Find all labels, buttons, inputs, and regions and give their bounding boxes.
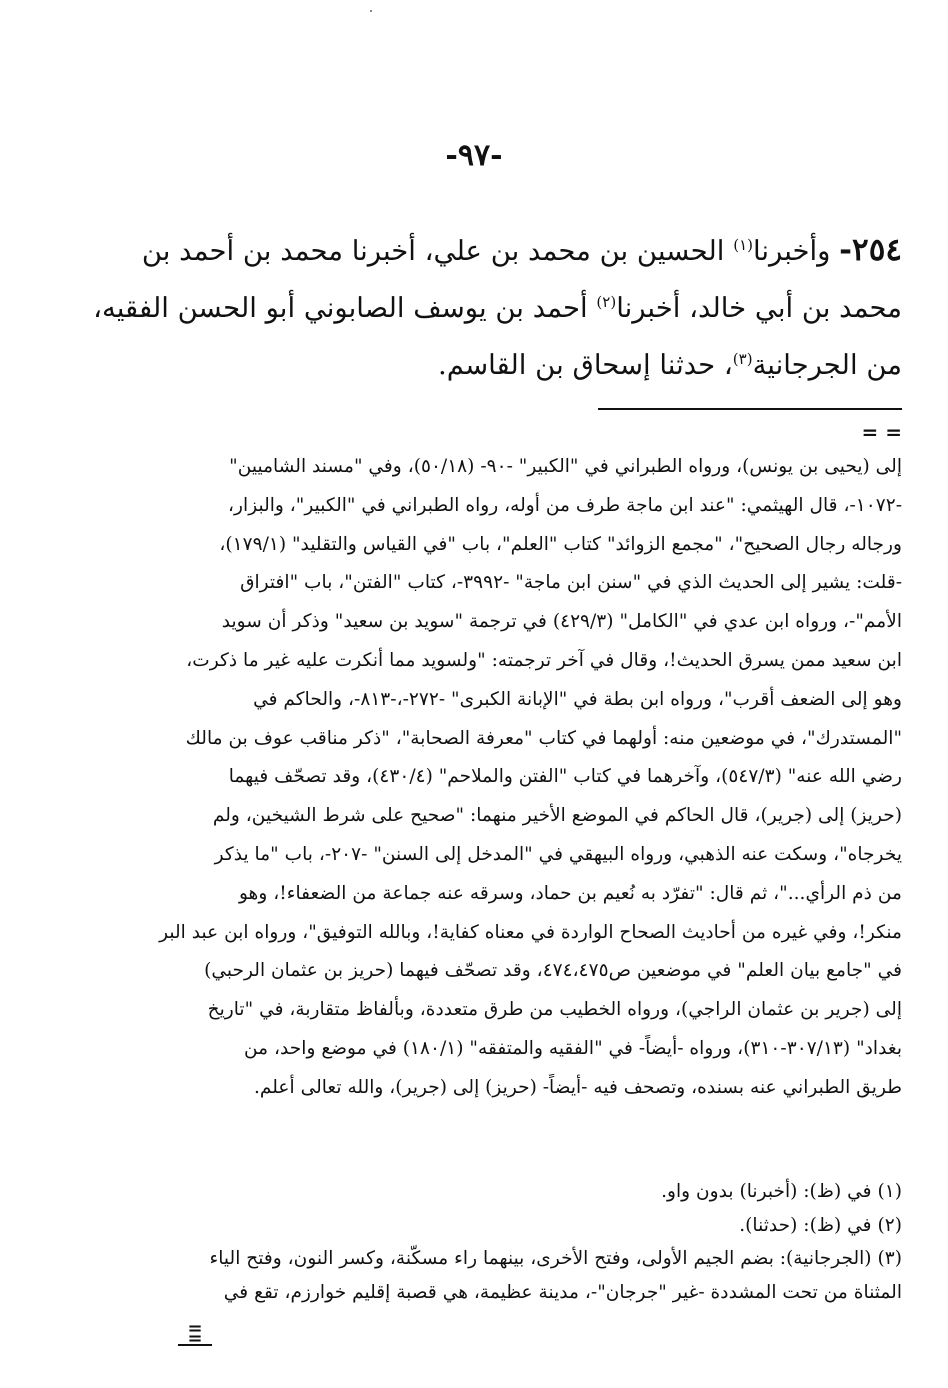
- footnote-line: "المستدرك"، في موضعين منه: أولهما في كتاب "معرفة الصحابة"، "ذكر مناقب عوف بن مالك: [185, 727, 902, 749]
- footnote-line: -١٠٧٢-، قال الهيثمي: "عند ابن ماجة طرف من أوله، رواه الطبراني في "الكبير"، والبزار،: [228, 494, 902, 516]
- hadith-line-1: [141, 222, 902, 280]
- footnote-line: الأمم"-، ورواه ابن عدي في "الكامل" (٤٢٩/٣) في ترجمة "سويد بن سعيد" وذكر أن سويد: [221, 611, 902, 633]
- footnote-line: بغداد" (٣٠٧/١٣-٣١٠)، ورواه -أيضاً- في "الفقيه والمتفقه" (١٨٠/١) في موضع واحد، من: [244, 1037, 902, 1059]
- hadith-text-part: أحمد بن يوسف الصابوني أبو الحسن الفقيه،: [93, 292, 588, 324]
- footnote-line: وهو إلى الضعف أقرب"، ورواه ابن بطة في "الإبانة الكبرى" -٢٧٢-،-٨١٣-، والحاكم في: [253, 688, 902, 710]
- footnote-line: إلى (جرير بن عثمان الراجي)، ورواه الخطيب من طرق متعددة، وبألفاظ متقاربة، في "تاريخ: [207, 999, 902, 1021]
- hadith-number: ٢٥٤-: [839, 232, 902, 268]
- footnote-line: طريق الطبراني عنه بسنده، وتصحف فيه -أيضاً- (حريز) إلى (جرير)، والله تعالى أعلم.: [253, 1076, 902, 1098]
- footnote-1: (١) في (ظ): (أخبرنا) بدون واو.: [661, 1181, 902, 1202]
- footnote-line: ورجاله رجال الصحيح"، "مجمع الزوائد" كتاب "العلم"، باب "في القياس والتقليد" (١٧٩/١)،: [219, 533, 902, 555]
- hadith-text-part: من الجرجانية: [752, 349, 902, 381]
- hadith-text-part: الحسين بن محمد بن علي، أخبرنا محمد بن أحمد بن: [141, 235, 725, 267]
- footnote-separator: [598, 408, 902, 410]
- hadith-text-part: محمد بن أبي خالد، أخبرنا: [616, 292, 902, 324]
- hadith-line-3: [160, 337, 902, 394]
- continues-next-page-mark: = =: [178, 1324, 212, 1346]
- footnote-3-continued: المثناة من تحت المشددة -غير "جرجان"-، مدينة عظيمة، هي قصبة إقليم خوارزم، تقع في: [223, 1281, 902, 1303]
- footnote-continued: [160, 448, 902, 1108]
- hadith-text-part: وأخبرنا: [752, 235, 831, 267]
- footnote-ref-1: (١): [733, 235, 753, 254]
- page-number: -٩٧-: [445, 138, 503, 173]
- continuation-mark: = =: [861, 420, 902, 444]
- footnote-ref-3: (٣): [732, 349, 753, 368]
- footnote-line: في "جامع بيان العلم" في موضعين ص٤٧٤،٤٧٥، وقد تصحّف فيهما (حريز بن عثمان الرحبي): [204, 960, 902, 982]
- footnote-line: إلى (يحيى بن يونس)، ورواه الطبراني في "الكبير" -٩٠- (٥٠/١٨)، وفي "مسند الشاميين": [229, 456, 902, 477]
- footnote-ref-2: (٢): [596, 292, 617, 311]
- footnote-line: ابن سعيد ممن يسرق الحديث!، وقال في آخر ترجمته: "ولسويد مما أنكرت عليه غير ما ذكرت،: [186, 649, 902, 671]
- footnote-line: منكر!، وفي غيره من أحاديث الصحاح الواردة في معناه كفاية!، وبالله التوفيق"، ورواه ابن عبد البر: [159, 921, 902, 943]
- footnote-line: -قلت: يشير إلى الحديث الذي في "سنن ابن ماجة" -٣٩٩٢-، كتاب "الفتن"، باب "افتراق: [240, 572, 902, 594]
- scan-speck: [370, 10, 372, 12]
- footnote-line: يخرجاه"، وسكت عنه الذهبي، ورواه البيهقي في "المدخل إلى السنن" -٢٠٧-، باب "ما يذكر: [214, 843, 902, 865]
- footnote-2: (٢) في (ظ): (حدثنا).: [739, 1214, 902, 1236]
- footnote-3: (٣) (الجرجانية): بضم الجيم الأولى، وفتح الأخرى، بينهما راء مسكّنة، وكسر النون، وفتح الياء: [209, 1248, 902, 1269]
- footnote-line: (حريز) إلى (جرير)، قال الحاكم في الموضع الأخير منهما: "صحيح على شرط الشيخين، ولم: [212, 805, 902, 827]
- hadith-line-2: [93, 280, 902, 337]
- footnote-line: من ذم الرأي..."، ثم قال: "تفرّد به نُعيم بن حماد، وسرقه عنه جماعة من الضعفاء!، وهو: [238, 882, 902, 904]
- footnote-line: رضي الله عنه" (٥٤٧/٣)، وآخرهما في كتاب "الفتن والملاحم" (٤٣٠/٤)، وقد تصحّف فيهما: [228, 766, 902, 788]
- hadith-text-part: ، حدثنا إسحاق بن القاسم.: [438, 349, 733, 381]
- hadith-text: [93, 222, 902, 394]
- footnotes: [160, 1175, 902, 1309]
